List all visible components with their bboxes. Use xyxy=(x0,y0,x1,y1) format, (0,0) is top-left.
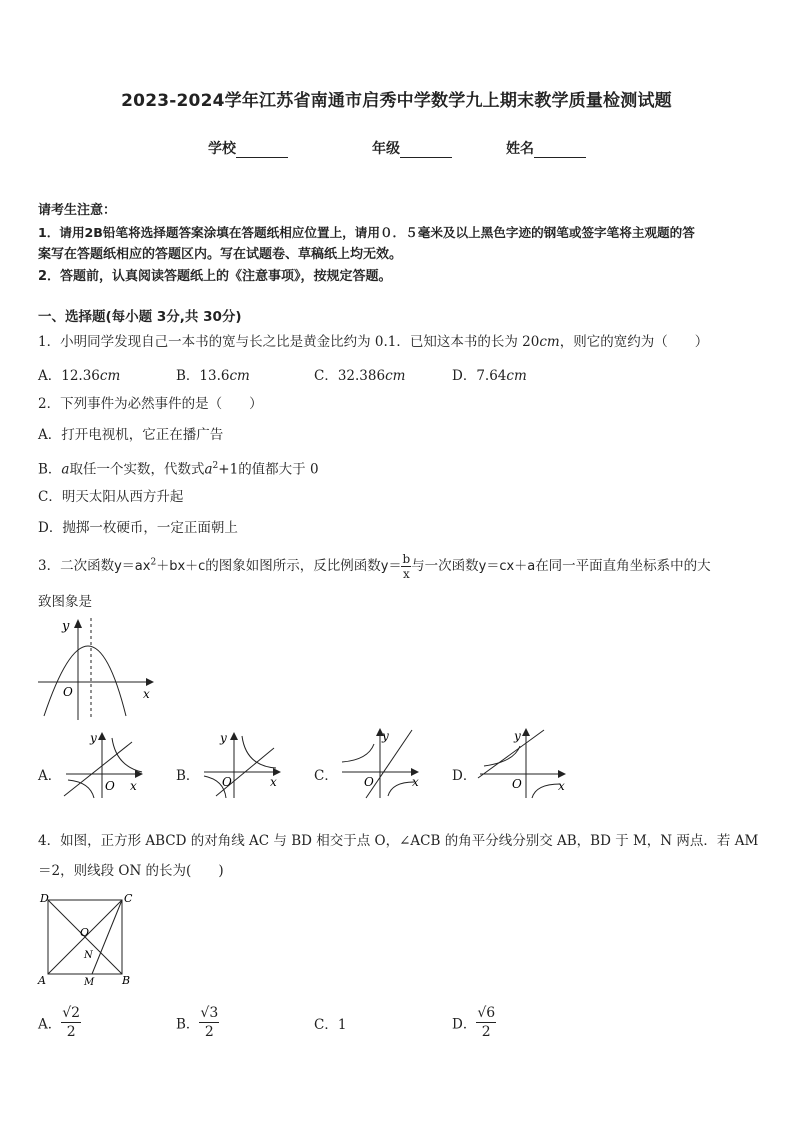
svg-text:B: B xyxy=(122,974,131,987)
square-abcd-figure xyxy=(36,892,136,988)
school-blank[interactable] xyxy=(236,143,288,158)
svg-text:y: y xyxy=(514,729,521,743)
svg-text:x: x xyxy=(558,779,565,793)
q4-option-a[interactable]: A． $\frac{√2}{2}$ xyxy=(38,1005,81,1040)
grade-field[interactable]: 年级 xyxy=(372,138,452,158)
q3-option-c-label[interactable]: C． xyxy=(314,768,338,784)
school-field[interactable]: 学校 xyxy=(208,138,288,158)
section-heading: 一、选择题(每小题 3分,共 30分) xyxy=(38,309,242,325)
notice-line1a: 1．请用2B铅笔将选择题答案涂填在答题纸相应位置上，请用０．５毫米及以上黑色字迹的钢笔或签字笔将主观题的答 xyxy=(38,225,695,240)
question-3-stem: 3．二次函数$y=ax^2+bx+c$的图象如图所示，反比例函数y＝ $\frac{b}{x}$ 与一次函数y＝cx＋a在同一平面直角坐标系中的大 xyxy=(38,552,711,581)
svg-text:x: x xyxy=(412,775,419,789)
q4-option-c[interactable]: C．1 xyxy=(314,1017,347,1033)
q3-option-c-graph[interactable] xyxy=(336,724,426,800)
svg-text:O: O xyxy=(512,777,522,791)
q3-option-b-graph[interactable] xyxy=(198,728,288,800)
svg-text:x: x xyxy=(130,779,137,793)
q3-option-d-label[interactable]: D． xyxy=(452,768,477,784)
q3-option-b-label[interactable]: B． xyxy=(176,768,200,784)
grade-blank[interactable] xyxy=(400,143,452,158)
question-2-stem: 2．下列事件为必然事件的是（ ） xyxy=(38,396,263,412)
question-4-stem: 4．如图，正方形 ABCD 的对角线 AC 与 BD 相交于点 O，∠ACB 的角平分线分别交 AB，BD 于 M，N 两点．若 AM xyxy=(38,833,759,849)
name-blank[interactable] xyxy=(534,143,586,158)
notice-block xyxy=(38,200,760,288)
svg-text:M: M xyxy=(84,977,95,988)
svg-text:D: D xyxy=(40,892,49,905)
svg-text:y: y xyxy=(382,729,389,743)
q3-option-d-graph[interactable] xyxy=(474,722,570,800)
q1-option-a[interactable]: A．12.36cm xyxy=(38,368,121,384)
q4-option-b[interactable]: B． $\frac{√3}{2}$ xyxy=(176,1005,219,1040)
question-3-stem-line2: 致图象是 xyxy=(38,594,92,610)
svg-text:O: O xyxy=(105,779,115,793)
svg-text:O: O xyxy=(63,685,73,699)
notice-heading: 请考生注意： xyxy=(38,203,117,218)
svg-text:O: O xyxy=(364,775,374,789)
page-title: 2023-2024学年江苏省南通市启秀中学数学九上期末教学质量检测试题 xyxy=(121,91,672,111)
name-field[interactable]: 姓名 xyxy=(506,138,586,158)
question-1-stem: 1．小明同学发现自己一本书的宽与长之比是黄金比约为 0.1．已知这本书的长为 20cm，则它的宽约为（ ） xyxy=(38,334,709,350)
svg-text:A: A xyxy=(38,974,46,987)
svg-text:O: O xyxy=(80,926,90,939)
q1-option-b[interactable]: B．13.6cm xyxy=(176,368,250,384)
q1-option-c[interactable]: C．32.386cm xyxy=(314,368,406,384)
svg-text:x: x xyxy=(143,687,150,701)
svg-text:N: N xyxy=(84,950,93,961)
parabola-graph xyxy=(36,616,158,722)
q2-option-d[interactable]: D．抛掷一枚硬币，一定正面朝上 xyxy=(38,520,238,536)
notice-line1b: 案写在答题纸相应的答题区内。写在试题卷、草稿纸上均无效。 xyxy=(38,247,403,262)
q3-option-a-label[interactable]: A． xyxy=(38,768,62,784)
question-4-stem-line2: ＝2，则线段 ON 的长为( ) xyxy=(38,863,224,879)
notice-line2: 2．答题前，认真阅读答题纸上的《注意事项》，按规定答题。 xyxy=(38,269,392,284)
svg-text:y: y xyxy=(90,731,97,745)
q3-option-a-graph[interactable] xyxy=(60,728,150,800)
svg-text:C: C xyxy=(124,892,133,905)
svg-text:y: y xyxy=(62,619,70,634)
svg-text:y: y xyxy=(220,731,227,745)
q2-option-b[interactable]: B．a取任一个实数，代数式$a^2+1$的值都大于 0 xyxy=(38,461,319,478)
q1-option-d[interactable]: D．7.64cm xyxy=(452,368,527,384)
svg-text:x: x xyxy=(270,775,277,789)
q4-option-d[interactable]: D． $\frac{√6}{2}$ xyxy=(452,1005,496,1040)
q2-option-a[interactable]: A．打开电视机，它正在播广告 xyxy=(38,427,224,443)
svg-text:O: O xyxy=(222,775,232,789)
q2-option-c[interactable]: C．明天太阳从西方升起 xyxy=(38,489,184,505)
